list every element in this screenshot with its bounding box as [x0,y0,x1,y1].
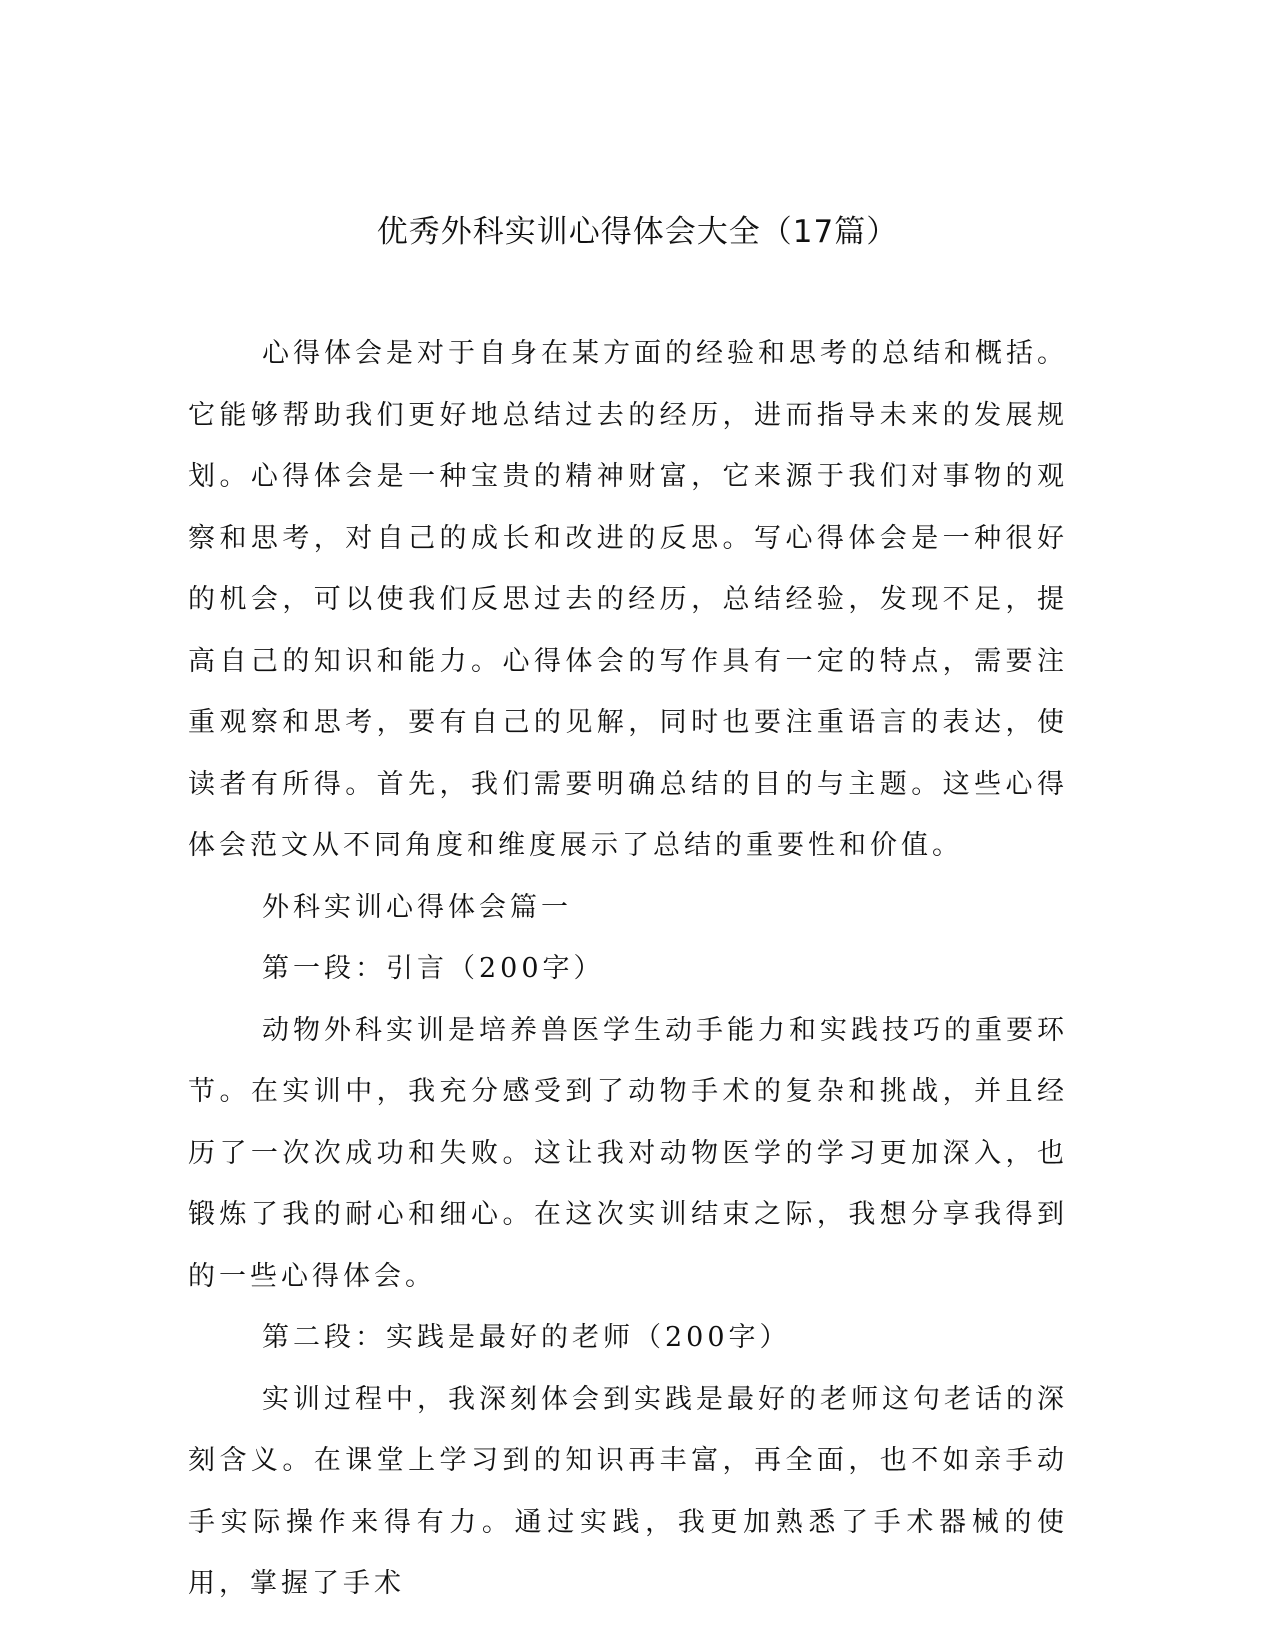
intro-paragraph: 心得体会是对于自身在某方面的经验和思考的总结和概括。它能够帮助我们更好地总结过去的经历，进而指导未来的发展规划。心得体会是一种宝贵的精神财富，它来源于我们对事物的观察和思考，对自己的成长和改进的反思。写心得体会是一种很好的机会，可以使我们反思过去的经历，总结经验，发现不足，提高自己的知识和能力。心得体会的写作具有一定的特点，需要注重观察和思考，要有自己的见解，同时也要注重语言的表达，使读者有所得。首先，我们需要明确总结的目的与主题。这些心得体会范文从不同角度和维度展示了总结的重要性和价值。 [188,338,1068,861]
body-paragraph: 实训过程中，我深刻体会到实践是最好的老师这句老话的深刻含义。在课堂上学习到的知识再丰富，再全面，也不如亲手动手实际操作来得有力。通过实践，我更加熟悉了手术器械的使用，掌握了手术 [188,1383,1068,1599]
document-body [188,323,1068,1615]
body-paragraph: 动物外科实训是培养兽医学生动手能力和实践技巧的重要环节。在实训中，我充分感受到了动物手术的复杂和挑战，并且经历了一次次成功和失败。这让我对动物医学的学习更加深入，也锻炼了我的耐心和细心。在这次实训结束之际，我想分享我得到的一些心得体会。 [188,1014,1068,1292]
document-title: 优秀外科实训心得体会大全（17篇） [376,214,899,250]
subsection-heading: 第一段：引言（200字） [262,953,605,984]
section-heading: 外科实训心得体会篇一 [262,891,572,923]
subsection-heading: 第二段：实践是最好的老师（200字） [262,1322,791,1353]
